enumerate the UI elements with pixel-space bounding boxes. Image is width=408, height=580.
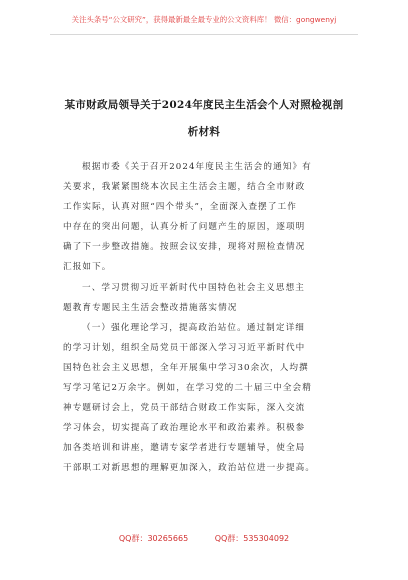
body-line: 工作实际，认真对照“四个带头”，全面深入查摆了工作 xyxy=(63,202,297,213)
body-line: 汇报如下。 xyxy=(63,262,112,273)
body-line: 根据市委《关于召开2024年度民主生活会的通知》有 xyxy=(82,162,312,172)
body-line: 关要求，我紧紧围绕本次民主生活会主题，结合全市财政 xyxy=(63,182,306,193)
body-line: 神专题研讨会上，党员干部结合财政工作实际，深入交流 xyxy=(63,403,306,414)
footer-contact xyxy=(0,533,408,544)
body-line: 学习体会，切实提高了政治理论水平和政治素养。积极参 xyxy=(63,423,306,434)
body-line: 中存在的突出问题，认真分析了问题产生的原因，逐项明 xyxy=(63,222,306,233)
header-divider xyxy=(50,34,358,35)
section-heading-line: 题教育专题民主生活会整改措施落实情况 xyxy=(63,302,238,313)
footer-qq-group-1: QQ群：30265665 xyxy=(118,534,189,543)
section-heading-line: 一、学习贯彻习近平新时代中国特色社会主义思想主 xyxy=(82,282,305,293)
document-body xyxy=(63,157,345,479)
document-title-line-1: 某市财政局领导关于2024年度民主生活会个人对照检视剖 xyxy=(64,99,344,111)
body-line: 干部职工对新思想的理解更加深入，政治站位进一步提高。 xyxy=(63,463,316,474)
body-line: （一）强化理论学习，提高政治站位。通过制定详细 xyxy=(82,322,305,333)
body-line: 的学习计划，组织全局党员干部深入学习习近平新时代中 xyxy=(63,342,306,353)
footer-qq-group-2: QQ群：535304092 xyxy=(214,534,290,543)
body-line: 加各类培训和讲座，邀请专家学者进行专题辅导，使全局 xyxy=(63,443,306,454)
header-promo-text: 关注头条号“公文研究”，获得最新最全最专业的公文资料库！ 微信：gongwenyj xyxy=(71,15,337,24)
body-line: 写学习笔记2万余字。例如，在学习党的二十届三中全会精 xyxy=(63,383,312,394)
body-line: 国特色社会主义思想，全年开展集中学习30余次，人均撰 xyxy=(63,362,309,373)
body-line: 确了下一步整改措施。按照会议安排，现将对照检查情况 xyxy=(63,242,306,253)
document-title-line-2: 析材料 xyxy=(187,126,221,138)
